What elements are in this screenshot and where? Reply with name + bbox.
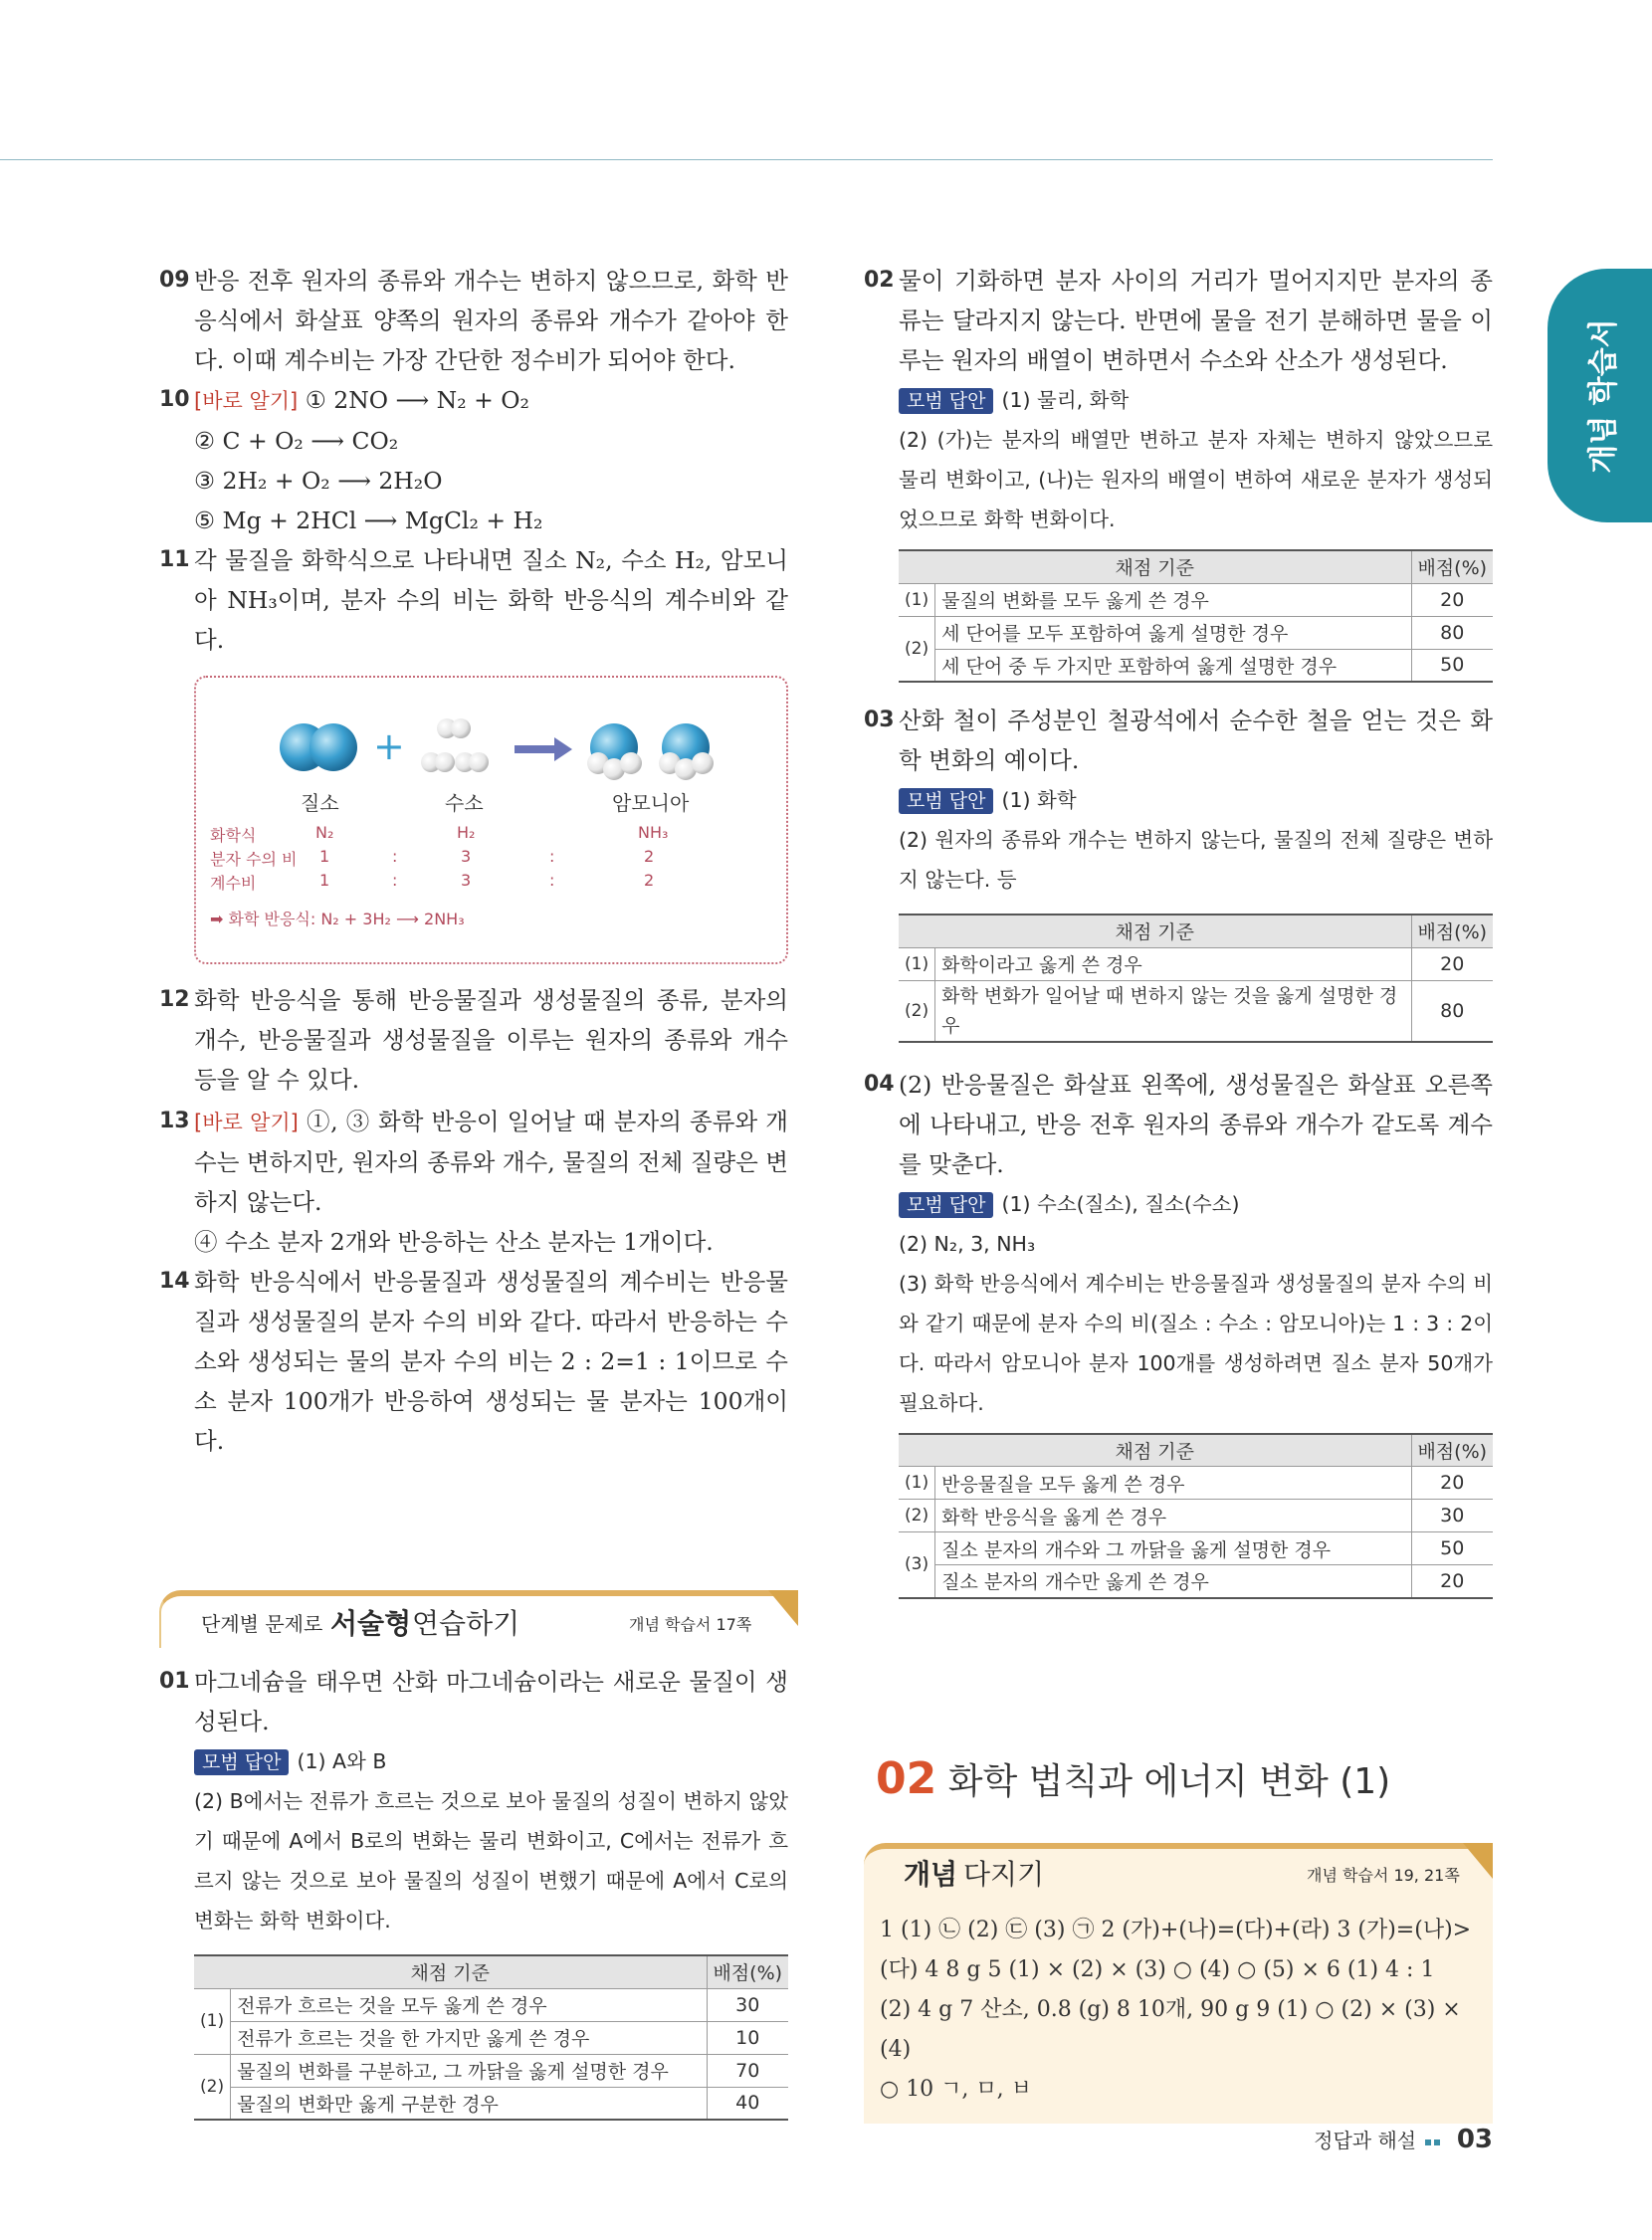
ratio-value: 2 xyxy=(644,847,655,866)
table-cell: 20 xyxy=(1411,947,1493,980)
answer-text: ①, ③ 화학 반응이 일어날 때 분자의 종류와 개수는 변하지만, 원자의 종류와 개수, 물질의 전체 질량은 변하지 않는다. xyxy=(194,1108,788,1216)
answer-text: 물이 기화하면 분자 사이의 거리가 멀어지지만 분자의 종류는 달라지지 않는다. 반면에 물을 전기 분해하면 물을 이루는 원자의 배열이 변하면서 수소와 산소가 생성된다. xyxy=(899,267,1493,374)
answer-14 xyxy=(159,1262,788,1461)
answer-part-2: (2) N₂, 3, NH₃ xyxy=(899,1231,1036,1256)
table-header: 배점(%) xyxy=(1411,915,1493,947)
answer-number: 02 xyxy=(864,268,895,293)
footer-square-icon xyxy=(1434,2139,1440,2145)
table-cell: 20 xyxy=(1411,1565,1493,1598)
table-cell: (2) xyxy=(194,2054,231,2120)
table-header: 채점 기준 xyxy=(194,1955,707,1988)
scoring-table-01 xyxy=(194,1954,788,2121)
section-post: 연습하기 xyxy=(412,1607,520,1640)
equation-3: ③ 2H₂ + O₂ ⟶ 2H₂O xyxy=(194,467,443,495)
table-cell: 세 단어 중 두 가지만 포함하여 옳게 설명한 경우 xyxy=(935,649,1411,682)
table-cell: 80 xyxy=(1411,980,1493,1042)
answer-number: 12 xyxy=(159,987,190,1012)
coef-colon: : xyxy=(392,871,398,890)
concept-line: (다) 4 8 g 5 (1) × (2) × (3) ○ (4) ○ (5) × 6 (1) 4 : 1 xyxy=(880,1957,1435,1982)
ratio-value: 1 xyxy=(319,847,330,866)
concept-line: (2) 4 g 7 산소, 0.8 (g) 8 10개, 90 g 9 (1) ○ (2) × (3) × (4) xyxy=(880,1997,1461,2062)
table-header: 배점(%) xyxy=(1411,1434,1493,1467)
answer-number: 04 xyxy=(864,1071,895,1097)
table-cell: 20 xyxy=(1411,583,1493,616)
answer-part-1: (1) 물리, 화학 xyxy=(1001,388,1130,412)
answer-part-2: (2) 원자의 종류와 개수는 변하지 않는다, 물질의 전체 질량은 변하지 않는다. 등 xyxy=(899,828,1493,892)
ratio-colon: : xyxy=(392,847,398,866)
table-cell: 30 xyxy=(1411,1500,1493,1532)
answer-09 xyxy=(159,261,788,380)
coef-value: 1 xyxy=(319,871,330,890)
coef-colon: : xyxy=(549,871,555,890)
side-tab-label: 개념 학습서 xyxy=(1585,317,1621,474)
table-cell: 10 xyxy=(707,2021,788,2054)
coef-value: 2 xyxy=(644,871,655,890)
section-ref: 개념 학습서 17쪽 xyxy=(629,1615,752,1634)
concept-rest: 다지기 xyxy=(963,1858,1045,1891)
table-header: 채점 기준 xyxy=(899,550,1411,583)
table-cell: 물질의 변화를 구분하고, 그 까닭을 옳게 설명한 경우 xyxy=(231,2054,707,2087)
answer-text-2: ④ 수소 분자 2개와 반응하는 산소 분자는 1개이다. xyxy=(194,1228,714,1256)
right-column xyxy=(864,261,1493,2102)
model-answer-03 xyxy=(864,780,1493,900)
table-cell: 80 xyxy=(1411,616,1493,649)
table-cell: (2) xyxy=(899,980,935,1042)
model-answer-label: 모범 답안 xyxy=(899,788,993,814)
section-pre: 단계별 문제로 xyxy=(201,1612,323,1636)
answer-11 xyxy=(159,540,788,660)
section-bold: 서술형 xyxy=(330,1607,412,1640)
model-answer-label: 모범 답안 xyxy=(194,1749,289,1775)
model-answer-01 xyxy=(159,1741,788,1940)
table-cell: 50 xyxy=(1411,649,1493,682)
footer-square-icon xyxy=(1425,2139,1431,2145)
answer-13 xyxy=(159,1102,788,1262)
formula-nh3: NH₃ xyxy=(638,823,669,842)
answer-text: 마그네슘을 태우면 산화 마그네슘이라는 새로운 물질이 생성된다. xyxy=(194,1668,788,1735)
answer-part-3: (3) 화학 반응식에서 계수비는 반응물질과 생성물질의 분자 수의 비와 같기 때문에 분자 수의 비(질소 : 수소 : 암모니아)는 1 : 3 : 2이다. 따라서 암모니아 분자 100개를 생성하려면 질소 분자 50개가 필요하다. xyxy=(899,1271,1493,1415)
name-nitrogen: 질소 xyxy=(301,791,339,815)
tag-label: [바로 알기] xyxy=(194,1111,299,1134)
equation-2: ② C + O₂ ⟶ CO₂ xyxy=(194,427,399,455)
table-cell: 질소 분자의 개수만 옳게 쓴 경우 xyxy=(935,1565,1411,1598)
answer-text: 산화 철이 주성분인 철광석에서 순수한 철을 얻는 것은 화학 변화의 예이다. xyxy=(899,707,1493,774)
table-cell: (1) xyxy=(899,947,935,980)
answer-text: 각 물질을 화학식으로 나타내면 질소 N₂, 수소 H₂, 암모니아 NH₃이며, 분자 수의 비는 화학 반응식의 계수비와 같다. xyxy=(194,546,788,654)
table-cell: (2) xyxy=(899,616,935,682)
answer-part-1: (1) 수소(질소), 질소(수소) xyxy=(1001,1191,1240,1216)
left-column xyxy=(159,261,788,2121)
table-cell: 30 xyxy=(707,1988,788,2021)
table-cell: 화학이라고 옳게 쓴 경우 xyxy=(935,947,1411,980)
section-header xyxy=(159,1590,788,1648)
table-cell: 질소 분자의 개수와 그 까닭을 옳게 설명한 경우 xyxy=(935,1532,1411,1565)
name-hydrogen: 수소 xyxy=(445,791,484,815)
molecule-figure xyxy=(194,676,788,964)
scoring-table-04 xyxy=(899,1433,1493,1599)
concept-header xyxy=(864,1843,1493,1897)
model-answer-label: 모범 답안 xyxy=(899,388,993,414)
table-cell: 40 xyxy=(707,2087,788,2120)
corner-fold xyxy=(1463,1843,1493,1879)
table-cell: (3) xyxy=(899,1532,935,1598)
equation-1: ① 2NO ⟶ N₂ + O₂ xyxy=(305,386,529,414)
table-header: 배점(%) xyxy=(707,1955,788,1988)
chapter-name: 화학 법칙과 에너지 변화 (1) xyxy=(947,1761,1391,1802)
equation-4: ⑤ Mg + 2HCl ⟶ MgCl₂ + H₂ xyxy=(194,507,543,534)
essay-01 xyxy=(159,1662,788,1741)
chapter-title xyxy=(876,1753,1390,1804)
answer-part-1: (1) A와 B xyxy=(297,1749,387,1773)
answer-part-2: (2) B에서는 전류가 흐르는 것으로 보아 물질의 성질이 변하지 않았기 때문에 A에서 B로의 변화는 물리 변화이고, C에서는 전류가 흐르지 않는 것으로 보아 물질의 성질이 변했기 때문에 A에서 C로의 변화는 화학 변화이다. xyxy=(194,1789,788,1933)
table-cell: 화학 변화가 일어날 때 변하지 않는 것을 옳게 설명한 경우 xyxy=(935,980,1411,1042)
page-footer xyxy=(1314,2125,1493,2154)
answer-number: 01 xyxy=(159,1669,190,1694)
model-answer-04 xyxy=(864,1184,1493,1423)
answer-number: 13 xyxy=(159,1109,190,1133)
header-rule xyxy=(0,159,1493,160)
answer-text: 반응 전후 원자의 종류와 개수는 변하지 않으므로, 화학 반응식에서 화살표 양쪽의 원자의 종류와 개수가 같아야 한다. 이때 계수비는 가장 간단한 정수비가 되어야 한다. xyxy=(194,267,788,374)
essay-04 xyxy=(864,1065,1493,1184)
scoring-table-03 xyxy=(899,914,1493,1043)
row-label-formula: 화학식 xyxy=(210,826,257,845)
answer-number: 03 xyxy=(864,708,895,732)
scoring-table-02 xyxy=(899,549,1493,683)
concept-line: ○ 10 ㄱ, ㅁ, ㅂ xyxy=(880,2077,1032,2102)
table-cell: 20 xyxy=(1411,1467,1493,1500)
answer-number: 14 xyxy=(159,1269,190,1294)
row-label-molecule-ratio: 분자 수의 비 xyxy=(210,850,298,869)
table-cell: 전류가 흐르는 것을 한 가지만 옳게 쓴 경우 xyxy=(231,2021,707,2054)
concept-answers xyxy=(864,1897,1493,2124)
table-cell: 반응물질을 모두 옳게 쓴 경우 xyxy=(935,1467,1411,1500)
table-cell: (1) xyxy=(899,1467,935,1500)
answer-part-2: (2) (가)는 분자의 배열만 변하고 분자 자체는 변하지 않았으므로 물리 변화이고, (나)는 원자의 배열이 변하여 새로운 분자가 생성되었으므로 화학 변화이다. xyxy=(899,428,1493,531)
side-tab xyxy=(1548,269,1652,522)
table-cell: 물질의 변화를 모두 옳게 쓴 경우 xyxy=(935,583,1411,616)
table-cell: 70 xyxy=(707,2054,788,2087)
essay-02 xyxy=(864,261,1493,380)
nitrogen-atom xyxy=(310,723,357,771)
table-cell: (1) xyxy=(194,1988,231,2054)
ratio-value: 3 xyxy=(461,847,472,866)
concept-ref: 개념 학습서 19, 21쪽 xyxy=(1307,1866,1460,1885)
answer-number: 10 xyxy=(159,387,190,412)
table-header: 배점(%) xyxy=(1411,550,1493,583)
table-cell: 전류가 흐르는 것을 모두 옳게 쓴 경우 xyxy=(231,1988,707,2021)
chapter-number: 02 xyxy=(876,1753,937,1804)
concept-line: 1 (1) ㉡ (2) ㉢ (3) ㉠ 2 (가)+(나)=(다)+(라) 3 (가)=(나)> xyxy=(880,1918,1472,1942)
tag-label: [바로 알기] xyxy=(194,389,299,413)
table-header: 채점 기준 xyxy=(899,1434,1411,1467)
table-cell: 50 xyxy=(1411,1532,1493,1565)
coef-value: 3 xyxy=(461,871,472,890)
table-cell: 세 단어를 모두 포함하여 옳게 설명한 경우 xyxy=(935,616,1411,649)
answer-text: (2) 반응물질은 화살표 왼쪽에, 생성물질은 화살표 오른쪽에 나타내고, 반응 전후 원자의 종류와 개수가 같도록 계수를 맞춘다. xyxy=(899,1070,1493,1178)
answer-number: 11 xyxy=(159,547,190,572)
essay-03 xyxy=(864,701,1493,780)
answer-12 xyxy=(159,980,788,1100)
answer-number: 09 xyxy=(159,268,190,293)
formula-h2: H₂ xyxy=(457,823,476,842)
row-label-coef-ratio: 계수비 xyxy=(210,874,257,893)
ratio-colon: : xyxy=(549,847,555,866)
answer-text: 화학 반응식을 통해 반응물질과 생성물질의 종류, 분자의 개수, 반응물질과 생성물질을 이루는 원자의 종류와 개수 등을 알 수 있다. xyxy=(194,986,788,1094)
model-answer-02 xyxy=(864,380,1493,539)
table-cell: (2) xyxy=(899,1500,935,1532)
corner-fold xyxy=(768,1590,798,1626)
name-ammonia: 암모니아 xyxy=(612,791,690,815)
table-cell: (1) xyxy=(899,583,935,616)
answer-text: 화학 반응식에서 반응물질과 생성물질의 계수비는 반응물질과 생성물질의 분자 수의 비와 같다. 따라서 반응하는 수소와 생성되는 물의 분자 수의 비는 2 : 2=1 : 1이므로 수소 분자 100개가 반응하여 생성되는 물 분자는 100개이다. xyxy=(194,1268,788,1455)
formula-n2: N₂ xyxy=(315,823,334,842)
table-header: 채점 기준 xyxy=(899,915,1411,947)
page-number: 03 xyxy=(1456,2125,1493,2154)
table-cell: 물질의 변화만 옳게 구분한 경우 xyxy=(231,2087,707,2120)
answer-part-1: (1) 화학 xyxy=(1001,788,1077,812)
concept-bold: 개념 xyxy=(904,1858,958,1891)
model-answer-label: 모범 답안 xyxy=(899,1192,993,1218)
table-cell: 화학 반응식을 옳게 쓴 경우 xyxy=(935,1500,1411,1532)
reaction-equation: ➡ 화학 반응식: N₂ + 3H₂ ⟶ 2NH₃ xyxy=(210,910,465,928)
svg-text:+: + xyxy=(373,724,405,768)
answer-10 xyxy=(159,380,788,540)
footer-label: 정답과 해설 xyxy=(1314,2129,1417,2152)
